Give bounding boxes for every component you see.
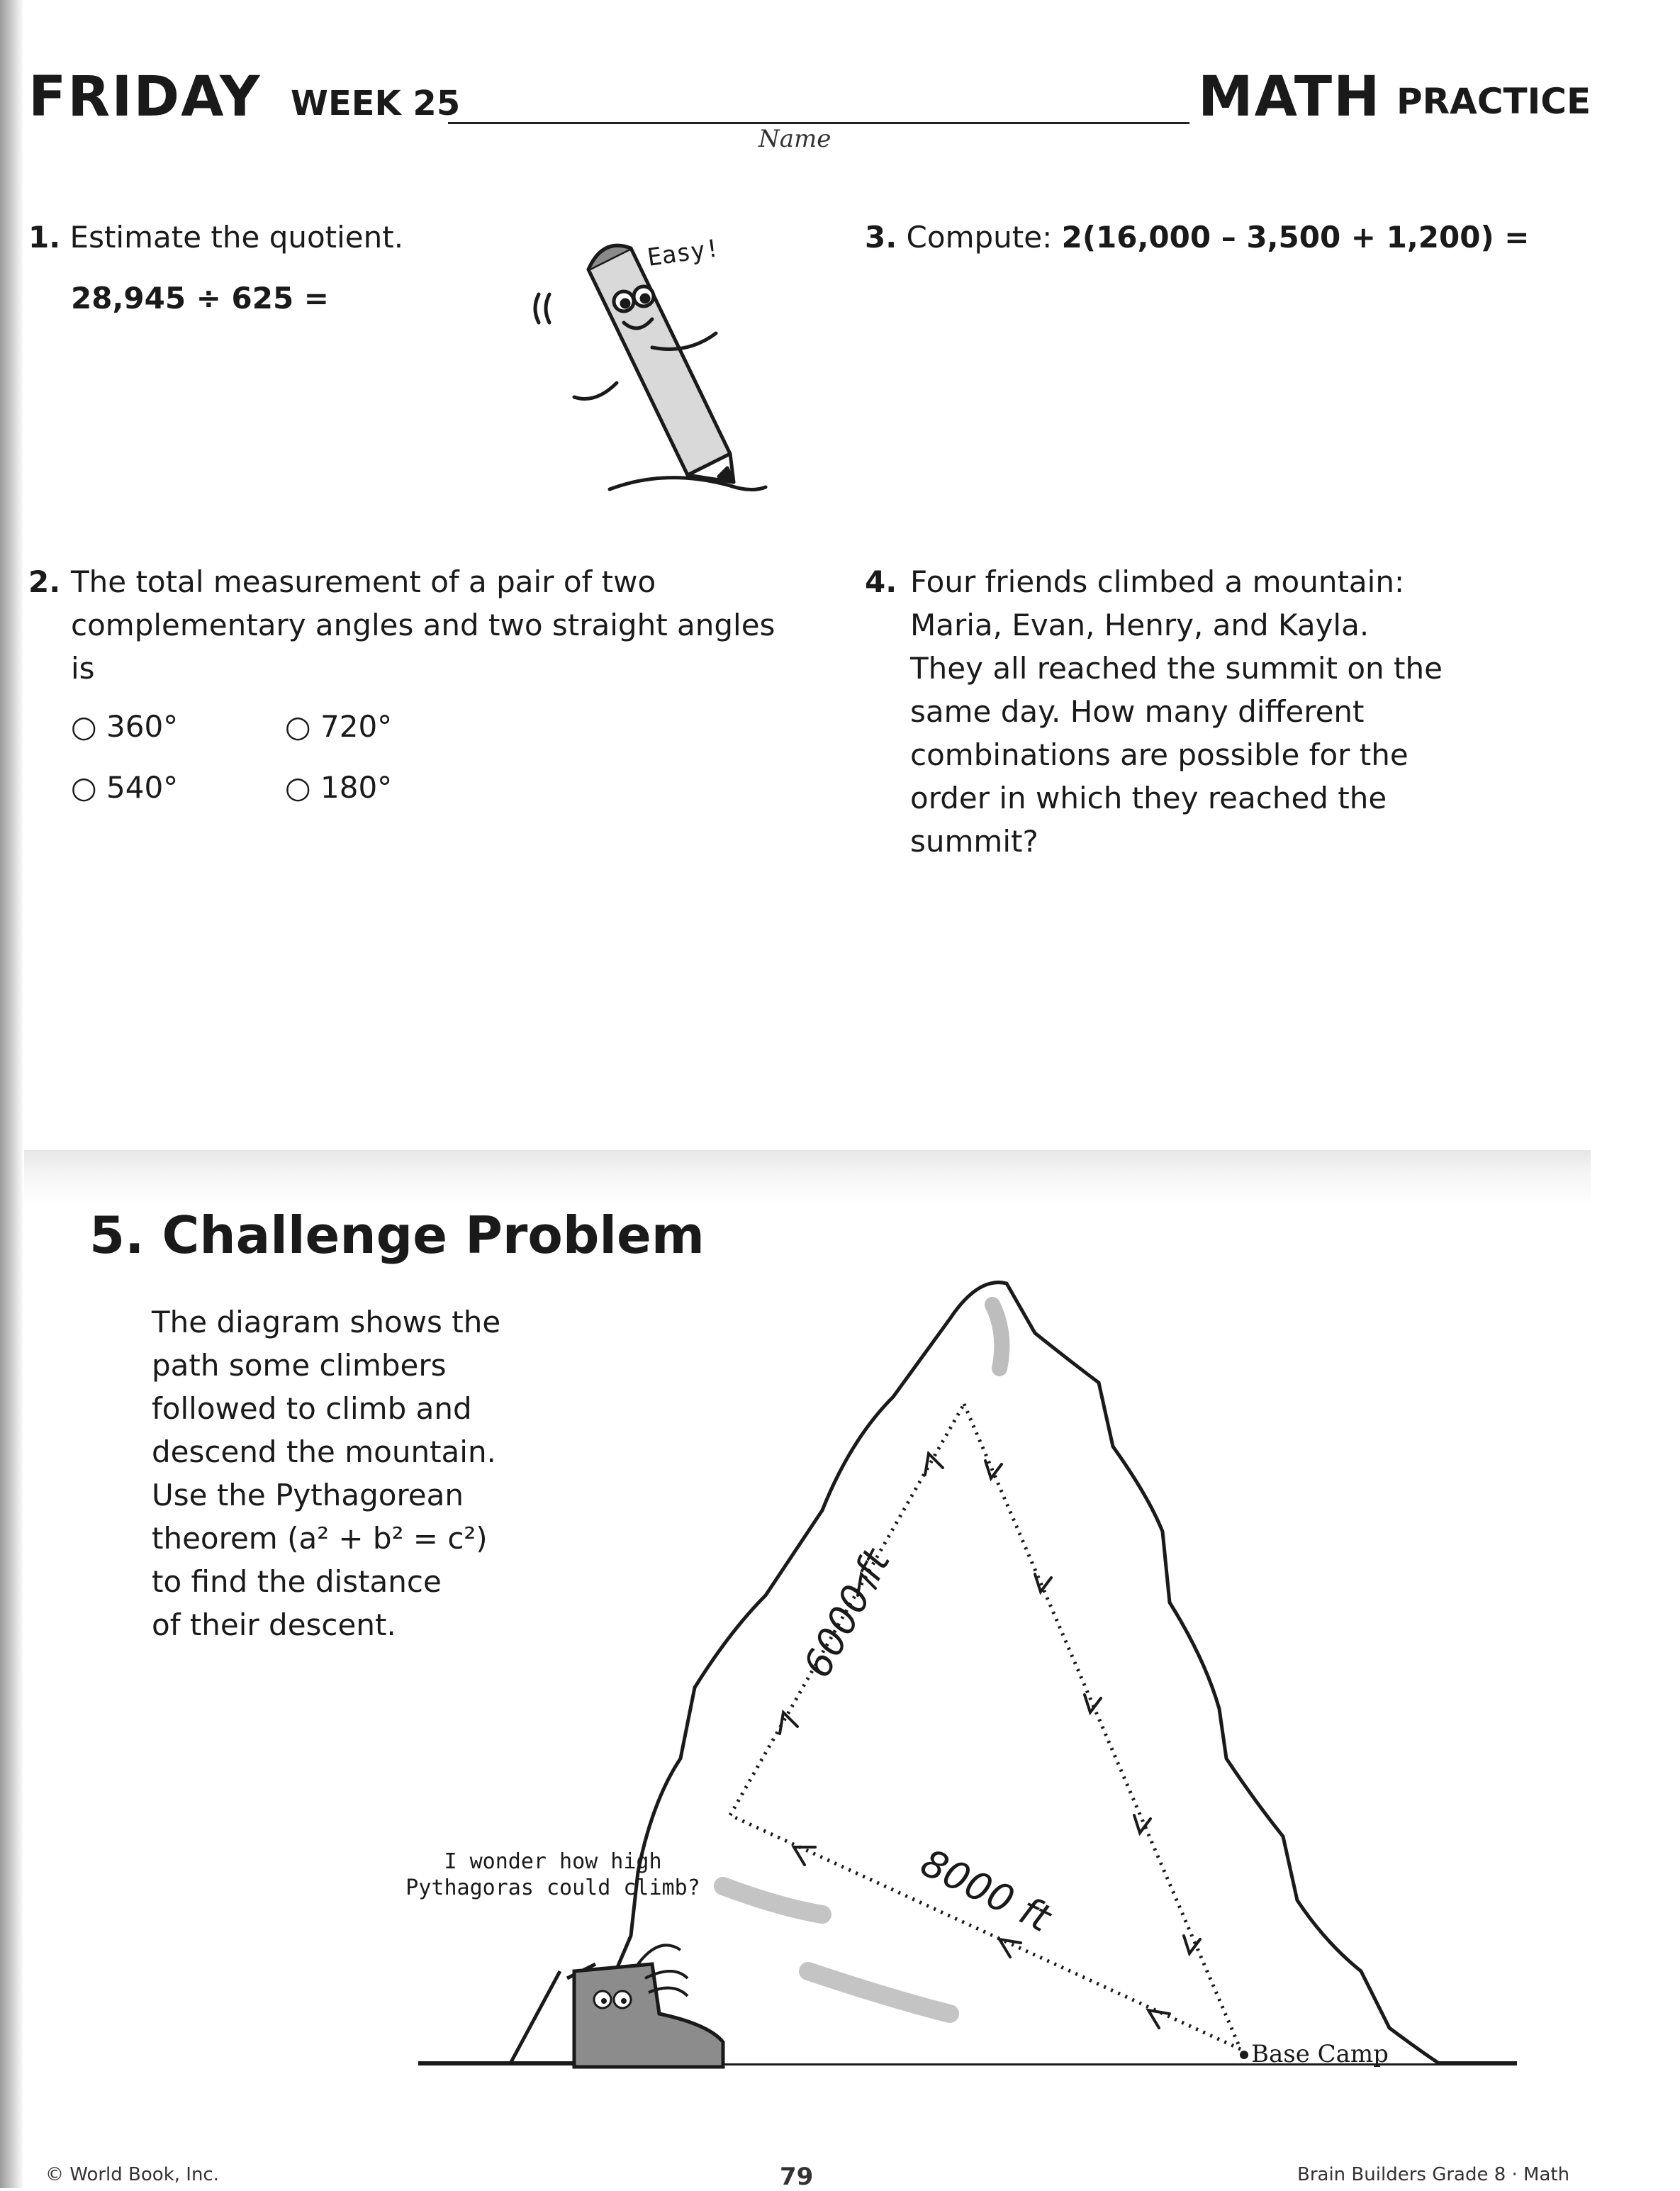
q4-line: Maria, Evan, Henry, and Kayla.	[910, 608, 1370, 642]
q2-line: is	[71, 651, 95, 686]
q2-option-360[interactable]: ○ 360°	[71, 709, 179, 744]
q4-line: They all reached the summit on the	[910, 651, 1443, 686]
challenge-line: of their descent.	[152, 1607, 396, 1642]
name-label: Name	[758, 125, 831, 153]
name-input-line[interactable]	[448, 122, 1189, 124]
label-6000: 6000 ft	[794, 1541, 899, 1685]
challenge-line: Use the Pythagorean	[152, 1478, 464, 1512]
boot-speech-line2: Pythagoras could climb?	[405, 1875, 700, 1900]
q4-text	[910, 560, 1548, 863]
q1-number: 1.	[28, 220, 61, 255]
q4-line: same day. How many different	[910, 694, 1365, 729]
challenge-line: followed to climb and	[152, 1391, 472, 1426]
q3-prefix: Compute:	[906, 220, 1053, 255]
q1-prompt-row	[28, 216, 403, 259]
header-week: WEEK 25	[291, 84, 461, 123]
challenge-line: path some climbers	[152, 1348, 447, 1383]
challenge-line: The diagram shows the	[152, 1305, 501, 1339]
q4-line: Four friends climbed a mountain:	[910, 564, 1405, 599]
mountain-diagram	[397, 1262, 1545, 2099]
peak-shading	[992, 1305, 1002, 1368]
footer-copyright: © World Book, Inc.	[45, 2164, 219, 2185]
challenge-title: 5. Challenge Problem	[89, 1205, 705, 1265]
pencil-illustration	[517, 170, 801, 503]
q2-option-720[interactable]: ○ 720°	[285, 709, 393, 744]
header-subject: MATH	[1198, 65, 1382, 129]
challenge-line: to find the distance	[152, 1564, 442, 1599]
challenge-line: theorem (a² + b² = c²)	[152, 1521, 488, 1556]
q4-number: 4.	[865, 564, 897, 599]
footer-book-title: Brain Builders Grade 8 · Math	[1297, 2164, 1570, 2185]
q4-line: order in which they reached the	[910, 781, 1387, 815]
label-8000: 8000 ft	[914, 1840, 1058, 1941]
base-camp-label: Base Camp	[1251, 2040, 1389, 2068]
q4-line: combinations are possible for the	[910, 737, 1409, 772]
pencil-speech: Easy!	[645, 234, 722, 272]
base-camp-dot	[1240, 2051, 1248, 2059]
boot-speech-line1: I wonder how high	[444, 1849, 662, 1874]
mountain-outline	[588, 1283, 1439, 2063]
q3-number: 3.	[865, 220, 897, 255]
radio-circle-icon[interactable]: ○	[71, 709, 97, 744]
q2-option-180[interactable]: ○ 180°	[285, 770, 393, 805]
radio-circle-icon[interactable]: ○	[285, 770, 311, 805]
challenge-line: descend the mountain.	[152, 1434, 496, 1469]
header-day: FRIDAY	[28, 65, 262, 129]
q2-option-540[interactable]: ○ 540°	[71, 770, 179, 805]
q1-prompt: Estimate the quotient.	[69, 220, 404, 255]
footer-page-number: 79	[780, 2163, 814, 2191]
q2-line: The total measurement of a pair of two	[71, 564, 656, 599]
q2-line: complementary angles and two straight angles	[71, 608, 775, 642]
radio-circle-icon[interactable]: ○	[285, 709, 311, 744]
page-edge-shadow	[0, 0, 24, 2188]
q2-number: 2.	[28, 564, 61, 599]
q4-line: summit?	[910, 824, 1038, 859]
q3-expression: 2(16,000 – 3,500 + 1,200) =	[1061, 220, 1530, 255]
q1-expression: 28,945 ÷ 625 =	[71, 281, 329, 316]
q3-row	[865, 216, 1529, 259]
q2-text	[71, 560, 780, 690]
header-subject-suffix: PRACTICE	[1396, 81, 1591, 122]
radio-circle-icon[interactable]: ○	[71, 770, 97, 805]
